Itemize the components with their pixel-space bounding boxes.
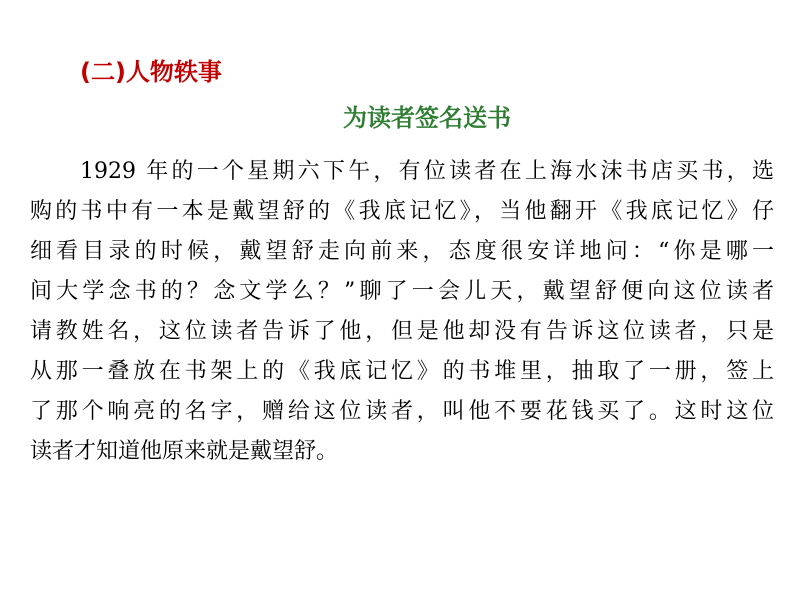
story-line: 从那一叠放在书架上的《我底记忆》的书堆里，抽取了一册，签上 xyxy=(30,359,774,384)
story-line: 请教姓名，这位读者告诉了他，但是他却没有告诉这位读者，只是 xyxy=(30,319,774,344)
section-heading: (二)人物轶事 xyxy=(80,58,222,86)
story-line: 了那个响亮的名字，赠给这位读者，叫他不要花钱买了。这时这位 xyxy=(30,399,774,424)
story-line: 间大学念书的？念文学么？”聊了一会儿天，戴望舒便向这位读者 xyxy=(30,279,774,304)
story-line: 购的书中有一本是戴望舒的《我底记忆》，当他翻开《我底记忆》仔 xyxy=(30,199,774,224)
story-title: 为读者签名送书 xyxy=(343,104,511,132)
story-body xyxy=(30,152,774,472)
story-line: 细看目录的时候，戴望舒走向前来，态度很安详地问：“你是哪一 xyxy=(30,239,774,264)
story-line: 读者才知道他原来就是戴望舒。 xyxy=(30,439,339,464)
story-line: 1929 年的一个星期六下午，有位读者在上海水沫书店买书，选 xyxy=(80,159,774,184)
